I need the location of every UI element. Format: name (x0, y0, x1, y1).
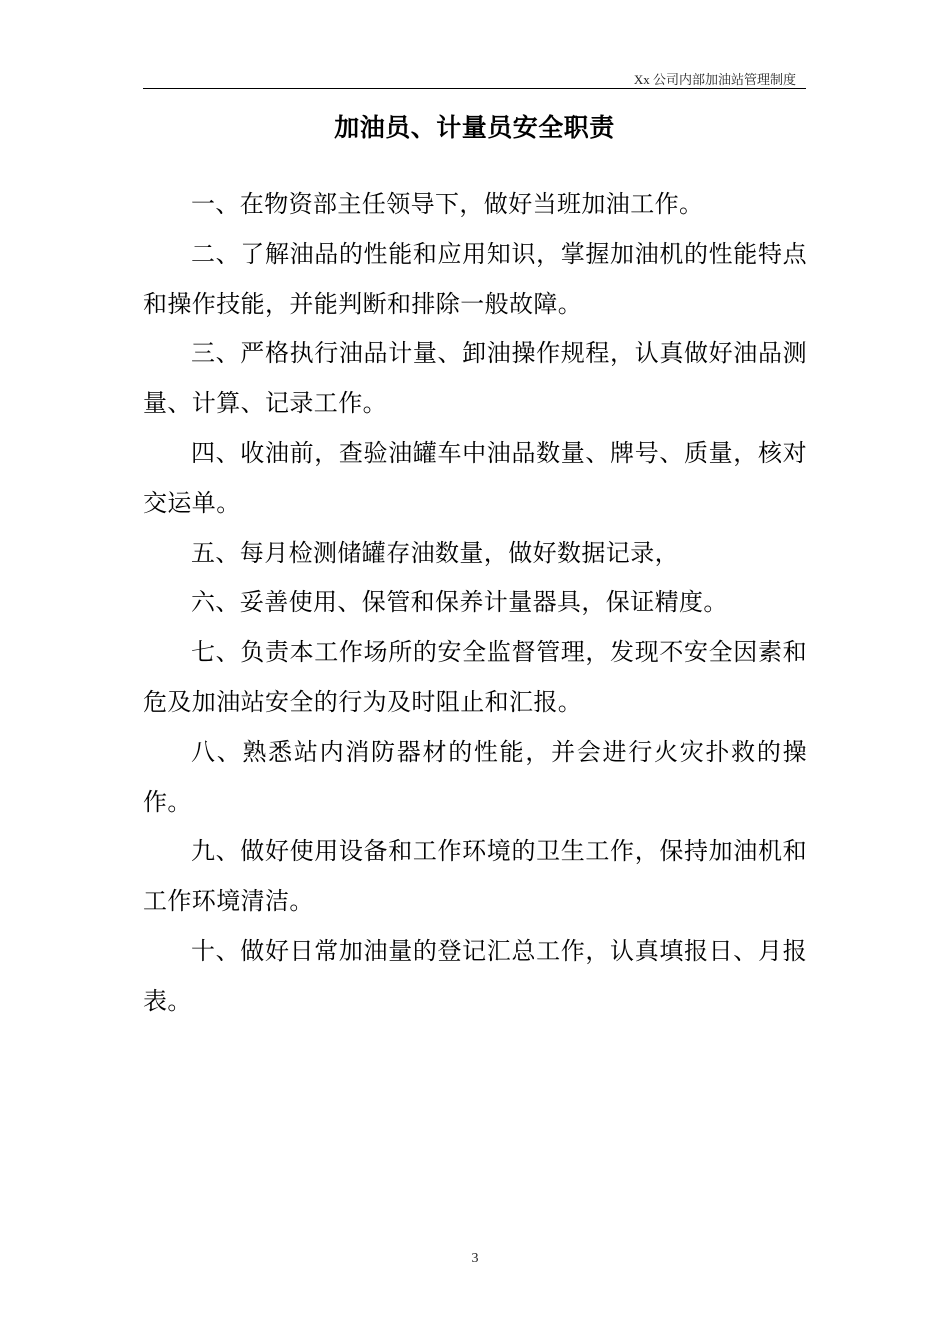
header-divider (143, 88, 806, 89)
paragraph-1: 一、在物资部主任领导下，做好当班加油工作。 (191, 190, 704, 218)
paragraph-3: 三、严格执行油品计量、卸油操作规程，认真做好油品测量、计算、记录工作。 (143, 339, 807, 418)
paragraph-7: 七、负责本工作场所的安全监督管理，发现不安全因素和危及加油站安全的行为及时阻止和汇报。 (143, 638, 807, 716)
running-header: Xx 公司内部加油站管理制度 (633, 72, 796, 87)
document-title: 加油员、计量员安全职责 (334, 113, 615, 142)
document-body (143, 180, 807, 1027)
paragraph-10: 十、做好日常加油量的登记汇总工作，认真填报日、月报表。 (143, 936, 807, 1015)
paragraph-9: 九、做好使用设备和工作环境的卫生工作，保持加油机和工作环境清洁。 (143, 837, 807, 916)
paragraph-8: 八、熟悉站内消防器材的性能，并会进行火灾扑救的操作。 (143, 737, 807, 816)
paragraph-4: 四、收油前，查验油罐车中油品数量、牌号、质量，核对交运单。 (143, 438, 807, 517)
page-number: 3 (471, 1251, 479, 1266)
paragraph-6: 六、妥善使用、保管和保养计量器具，保证精度。 (191, 588, 728, 617)
paragraph-5: 五、每月检测储罐存油数量，做好数据记录， (191, 538, 679, 567)
paragraph-2: 二、了解油品的性能和应用知识，掌握加油机的性能特点和操作技能，并能判断和排除一般故障。 (143, 239, 807, 318)
